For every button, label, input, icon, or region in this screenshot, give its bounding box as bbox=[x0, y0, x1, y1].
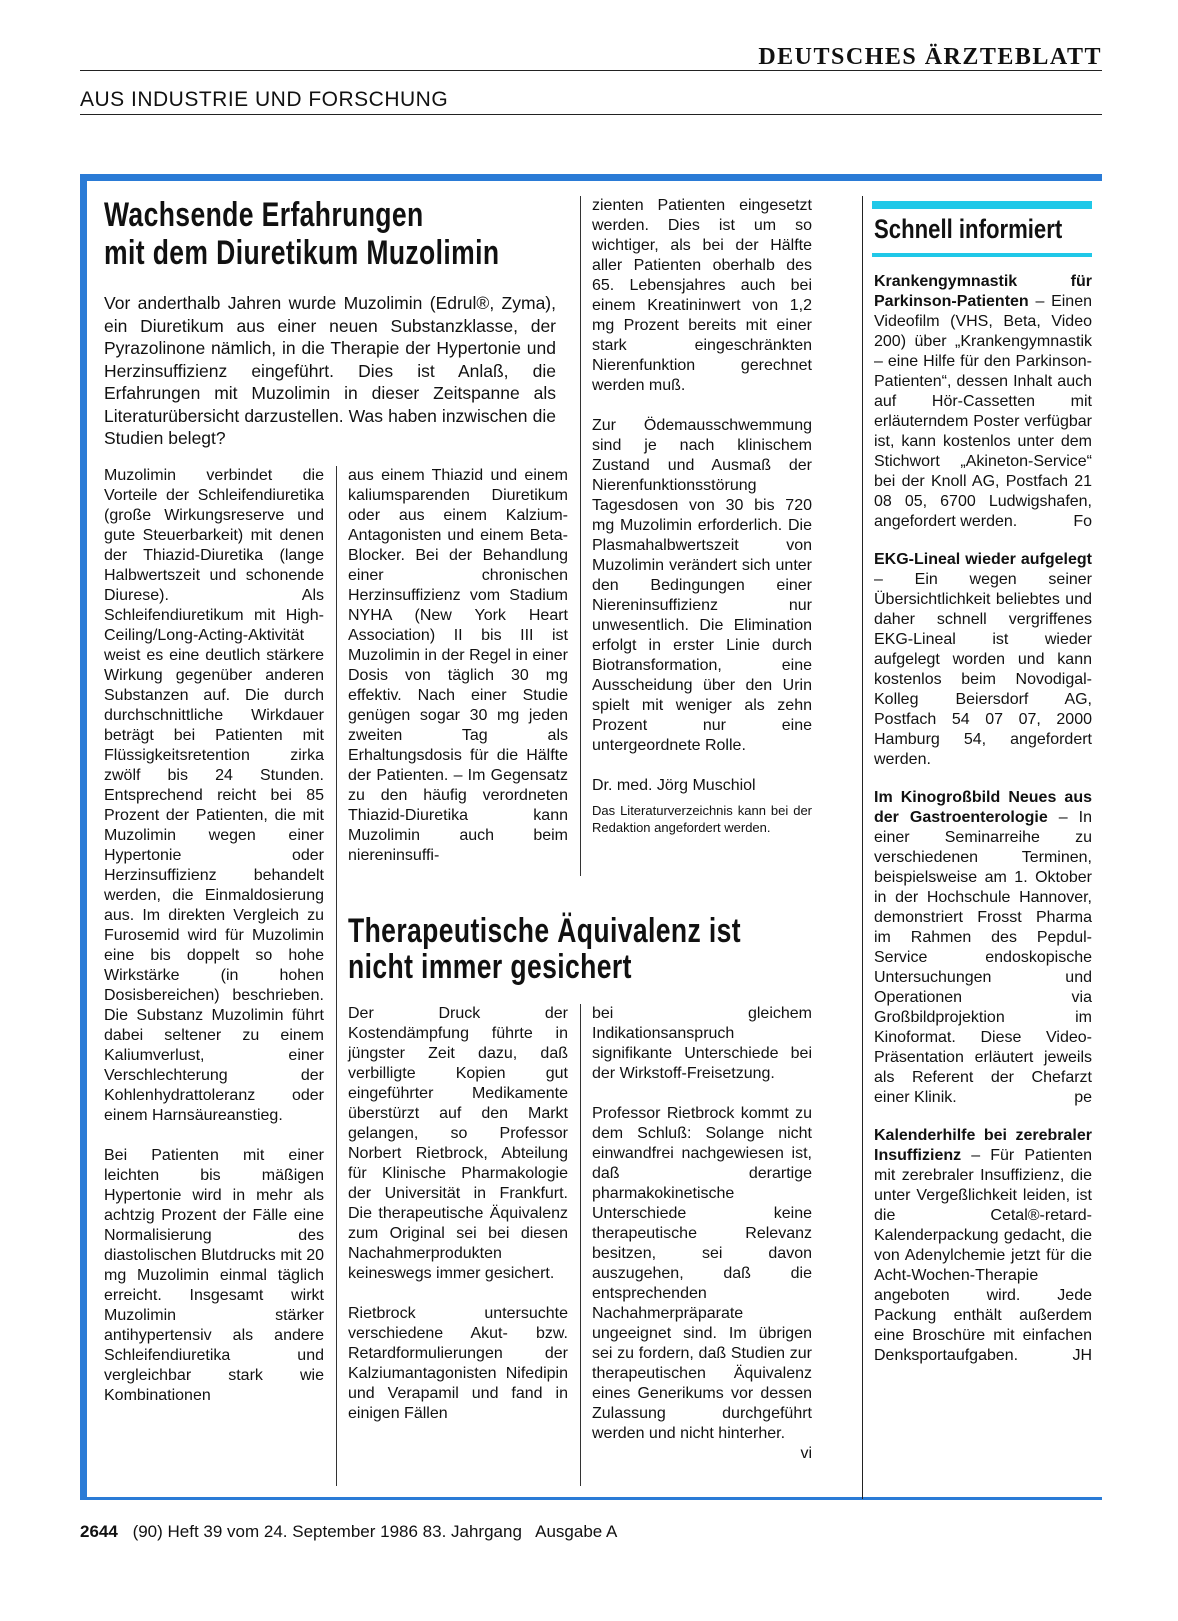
page-number: 2644 bbox=[80, 1522, 118, 1541]
sidebar-news-heading: Im Kinogroßbild Neues aus der Gastroenterologie bbox=[874, 789, 1092, 826]
article2-headline-line2: nicht immer gesichert bbox=[348, 948, 632, 986]
page-footer bbox=[80, 1522, 617, 1542]
header-rule-top bbox=[80, 70, 1102, 71]
article2-col1-paragraph: Der Druck der Kostendämpfung führte in jüngster Zeit dazu, daß verbilligte Kopien gut eingeführter Medikamente überstürzt auf den Markt gelangen, so Professor Norbert Rietbrock, Abteilung für Klinische Pharmakologie der Universität in Frankfurt. Die therapeutische Äquivalenz zum Original sei bei diesen Nachahmerprodukten keineswegs immer gesichert. bbox=[348, 1005, 568, 1282]
article1-lead: Vor anderthalb Jahren wurde Muzolimin (Edrul®, Zyma), ein Diuretikum aus einer neuen Substanzklasse, der Pyrazolinone nämlich, in die Therapie der Hypertonie und Herzinsuffizienz eingeführt. Dies ist Anlaß, die Erfahrungen mit Muzolimin in dieser Zeitspanne als Literaturübersicht darzustellen. Was haben inzwischen die Studien belegt? bbox=[104, 293, 556, 448]
article2-col1-paragraph: Rietbrock untersuchte verschiedene Akut- bzw. Retardformulierungen der Kalziumantagonisten Nifedipin und Verapamil und fand in einigen Fällen bbox=[348, 1305, 568, 1422]
sidebar-accent-bar bbox=[872, 253, 1092, 257]
article2-signature: vi bbox=[800, 1445, 812, 1462]
issue-info: (90) Heft 39 vom 24. September 1986 83. Jahrgang Ausgabe A bbox=[132, 1522, 618, 1541]
section-title: AUS INDUSTRIE UND FORSCHUNG bbox=[80, 88, 449, 111]
sidebar-news-list bbox=[874, 272, 1092, 1384]
sidebar-news-item bbox=[874, 788, 1092, 1108]
sidebar-news-item bbox=[874, 272, 1092, 532]
article1-col3 bbox=[592, 196, 812, 836]
article1-col3-paragraph: Zur Ödemausschwemmung sind je nach klinischem Zustand und Ausmaß der Nierenfunktionsstörung Tagesdosen von 30 bis 720 mg Muzolimin erforderlich. Die Plasmahalbwertszeit von Muzolimin verändert sich unter den Bedingungen einer Niereninsuffizienz nur unwesentlich. Die Elimination erfolgt in erster Linie durch Biotransformation, eine Ausscheidung über den Urin spielt mit weniger als zehn Prozent nur eine untergeordnete Rolle. bbox=[592, 417, 812, 754]
column-divider bbox=[580, 1004, 581, 1486]
article1-col1-paragraph: Muzolimin verbindet die Vorteile der Schleifendiuretika (große Wirkungsreserve und gute Steuerbarkeit) mit denen der Thiazid-Diuretika (lange Halbwertszeit und schonende Diurese). Als Schleifendiuretikum mit High-Ceiling/Long-Acting-Aktivität weist es eine deutlich stärkere Wirkung gegenüber anderen Substanzen auf. Die durch durchschnittliche Wirkdauer beträgt bei Patienten mit Flüssigkeitsretention zirka zwölf bis 24 Stunden. Entsprechend reicht bei 85 Prozent der Patienten, die mit Muzolimin wegen einer Hypertonie oder Herzinsuffizienz behandelt werden, die Einmaldosierung aus. Im direkten Vergleich zu Furosemid wird für Muzolimin eine bis doppelt so hohe Wirkstärke (in hohen Dosisbereichen) beschrieben. Die Substanz Muzolimin führt dabei seltener zu einem Kaliumverlust, einer Verschlechterung der Kohlenhydrattoleranz oder einem Harnsäureanstieg. bbox=[104, 467, 324, 1124]
column-divider bbox=[580, 196, 581, 876]
article1-references-note: Das Literaturverzeichnis kann bei der Redaktion angefordert werden. bbox=[592, 803, 812, 835]
sidebar-accent-bar bbox=[872, 201, 1092, 209]
article1-col1 bbox=[104, 466, 324, 1426]
article2-col1 bbox=[348, 1004, 568, 1444]
column-divider bbox=[336, 466, 337, 1486]
sidebar-news-text: – Ein wegen seiner Übersichtlichkeit beliebtes und daher schnell vergriffenes EKG-Lineal ist wieder aufgelegt worden und kann kostenlos beim Novodigal-Kolleg Beiersdorf AG, Postfach 54 07 07, 2000 Hamburg 54, angefordert werden. bbox=[874, 571, 1092, 768]
sidebar-news-text: – Einen Videofilm (VHS, Beta, Video 200) über „Krankengymnastik – eine Hilfe für den Parkinson-Patienten“, dessen Inhalt auch auf Hör-Cassetten mit erläuterndem Poster verfügbar ist, kann kostenlos unter dem Stichwort „Akineton-Service“ bei der Knoll AG, Postfach 21 08 05, 6700 Ludwigshafen, angefordert werden. bbox=[874, 293, 1092, 530]
sidebar-news-signature: Fo bbox=[1073, 513, 1092, 530]
header-rule-bottom bbox=[80, 114, 1102, 115]
article1-col1-paragraph: Bei Patienten mit einer leichten bis mäßigen Hypertonie wird in mehr als achtzig Prozent der Fälle eine Normalisierung des diastolischen Blutdrucks mit 20 mg Muzolimin einmal täglich erreicht. Insgesamt wirkt Muzolimin stärker antihypertensiv als andere Schleifendiuretika und vergleichbar stark wie Kombinationen bbox=[104, 1147, 324, 1404]
sidebar-news-signature: pe bbox=[1074, 1089, 1092, 1106]
sidebar-news-text: – In einer Seminarreihe zu verschiedenen Terminen, beispielsweise am 1. Oktober in der Hochschule Hannover, demonstriert Frosst Pharma im Rahmen des Pepdul-Service endoskopische Untersuchungen und Operationen via Großbildprojektion im Kinoformat. Diese Video-Präsentation erläutert jeweils als Referent der Chefarzt einer Klinik. bbox=[874, 809, 1092, 1106]
article1-col3-paragraph: zienten Patienten eingesetzt werden. Dies ist um so wichtiger, als bei der Hälfte aller Patienten oberhalb des 65. Lebensjahres auch bei einem Kreatininwert von 1,2 mg Prozent bereits mit einer stark eingeschränkten Nierenfunktion gerechnet werden muß. bbox=[592, 197, 812, 394]
article2-headline-line1: Therapeutische Äquivalenz ist bbox=[348, 912, 742, 950]
article1-headline-line2: mit dem Diuretikum Muzolimin bbox=[104, 234, 500, 272]
sidebar-news-item bbox=[874, 1126, 1092, 1366]
sidebar-news-heading: Kalenderhilfe bei zerebraler Insuffizienz bbox=[874, 1127, 1092, 1164]
sidebar-news-text: – Für Patienten mit zerebraler Insuffizienz, die unter Vergeßlichkeit leiden, ist die Cetal®-retard-Kalenderpackung gedacht, die von Adenylchemie jetzt für die Acht-Wochen-Therapie angeboten wird. Jede Packung enthält außerdem eine Broschüre mit einfachen Denksportaufgaben. bbox=[874, 1147, 1092, 1364]
article1-col2 bbox=[348, 466, 568, 886]
sidebar-news-item bbox=[874, 550, 1092, 770]
sidebar-title: Schnell informiert bbox=[874, 214, 1063, 244]
sidebar-news-heading: Krankengymnastik für Parkinson-Patienten bbox=[874, 273, 1092, 310]
article1-author: Dr. med. Jörg Muschiol bbox=[592, 777, 756, 794]
article2-col2-paragraph: Professor Rietbrock kommt zu dem Schluß: Solange nicht einwandfrei nachgewiesen ist, daß derartige pharmakokinetische Unterschiede keine therapeutische Relevanz besitzen, sei davon auszugehen, daß die entsprechenden Nachahmerpräparate ungeeignet sind. Im übrigen sei zu fordern, daß Studien zur therapeutischen Äquivalenz eines Generikums vor dessen Zulassung durchgeführt werden und nicht hinterher. bbox=[592, 1105, 812, 1442]
article2-col2-paragraph: bei gleichem Indikationsanspruch signifikante Unterschiede bei der Wirkstoff-Freisetzung. bbox=[592, 1005, 812, 1082]
sidebar-separator bbox=[862, 196, 863, 1499]
article1-col2-paragraph: aus einem Thiazid und einem kaliumsparenden Diuretikum oder aus einem Kalzium-Antagonisten und einem Beta-Blocker. Bei der Behandlung einer chronischen Herzinsuffizienz vom Stadium NYHA (New York Heart Association) II bis III ist Muzolimin in der Regel in einer Dosis von täglich 30 mg effektiv. Nach einer Studie genügen sogar 30 mg jeden zweiten Tag als Erhaltungsdosis für die Hälfte der Patienten. – Im Gegensatz zu den häufig verordneten Thiazid-Diuretika kann Muzolimin auch beim niereninsuffi- bbox=[348, 467, 568, 864]
article2-col2 bbox=[592, 1004, 812, 1464]
sidebar-news-signature: JH bbox=[1072, 1347, 1092, 1364]
article1-headline-line1: Wachsende Erfahrungen bbox=[104, 196, 424, 234]
journal-masthead: DEUTSCHES ÄRZTEBLATT bbox=[758, 44, 1102, 70]
sidebar-news-heading: EKG-Lineal wieder aufgelegt bbox=[874, 551, 1092, 568]
